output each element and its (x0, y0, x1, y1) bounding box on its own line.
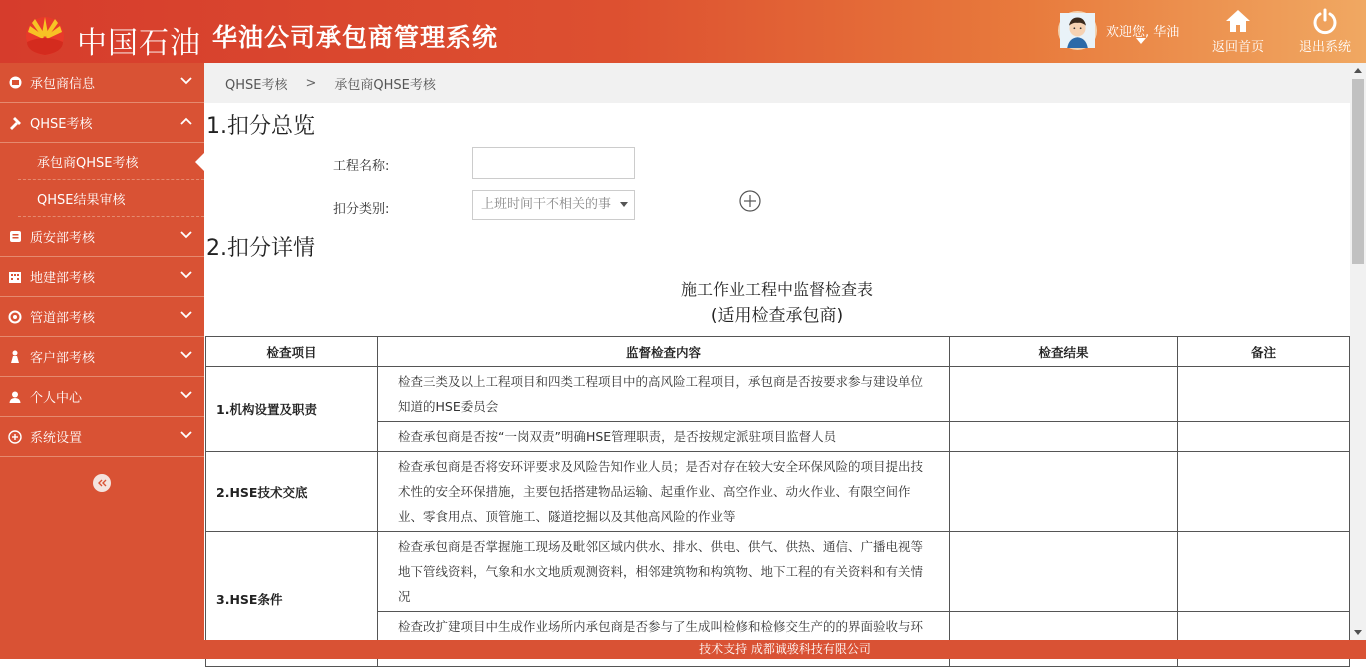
dropdown-arrow-icon (620, 202, 628, 207)
column-header: 备注 (1178, 337, 1350, 367)
remark-cell[interactable] (1178, 367, 1350, 422)
sidebar-item-label: 管道部考核 (30, 311, 96, 326)
remark-cell[interactable] (1178, 532, 1350, 612)
breadcrumb-item[interactable]: QHSE考核 (225, 77, 288, 93)
sidebar-subitem-label: QHSE结果审核 (37, 192, 126, 208)
table-row (206, 452, 1350, 532)
scroll-down-icon[interactable] (1354, 630, 1362, 635)
table-subtitle: (适用检查承包商) (710, 306, 844, 326)
sidebar-item-quality-safety[interactable] (0, 217, 204, 257)
sidebar-subitem-label: 承包商QHSE考核 (37, 155, 139, 171)
section-title-overview: 1.扣分总览 (206, 114, 315, 139)
inspection-result-cell[interactable] (950, 452, 1178, 532)
table-row (206, 422, 1350, 452)
column-header: 检查结果 (950, 337, 1178, 367)
sidebar-item-personal[interactable] (0, 377, 204, 417)
pipeline-icon (8, 310, 22, 324)
inspection-item: 3.HSE条件 (206, 532, 378, 667)
project-name-label: 工程名称: (333, 159, 390, 174)
inspection-item: 1.机构设置及职责 (206, 367, 378, 452)
sidebar-item-customer[interactable] (0, 337, 204, 377)
customer-icon (8, 350, 22, 364)
app-header (0, 0, 1366, 63)
scroll-up-icon[interactable] (1354, 68, 1362, 73)
sidebar-item-label: 承包商信息 (30, 77, 96, 92)
sidebar-item-label: 系统设置 (30, 431, 83, 446)
sidebar-item-label: 客户部考核 (30, 351, 96, 366)
chevron-down-icon (180, 311, 192, 319)
home-label: 返回首页 (1211, 40, 1264, 55)
chevron-down-icon (180, 77, 192, 85)
inspection-content: 检查承包商是否掌握施工现场及毗邻区域内供水、排水、供电、供气、供热、通信、广播电视等地下管线资料，气象和水文地质观测资料，相邻建筑物和构筑物、地下工程的有关资料和有关情况 (378, 532, 950, 612)
inspection-result-cell[interactable] (950, 532, 1178, 612)
contractor-icon (8, 76, 22, 90)
deduction-category-select[interactable] (472, 190, 635, 220)
sidebar-subitem-contractor-qhse[interactable] (18, 143, 204, 180)
breadcrumb-separator: > (305, 75, 317, 91)
breadcrumb (204, 63, 1350, 103)
project-name-input[interactable] (472, 147, 635, 179)
sidebar-item-label: 地建部考核 (30, 271, 96, 286)
sidebar-subitem-qhse-review[interactable] (18, 180, 204, 217)
table-row (206, 532, 1350, 612)
avatar-icon (1060, 13, 1095, 48)
add-circle-icon[interactable] (739, 190, 761, 212)
sidebar-item-label: 个人中心 (30, 391, 83, 406)
table-row (206, 367, 1350, 422)
exit-label: 退出系统 (1298, 40, 1351, 55)
sidebar-item-contractor-info[interactable] (0, 63, 204, 103)
inspection-item: 2.HSE技术交底 (206, 452, 378, 532)
column-header: 监督检查内容 (378, 337, 950, 367)
sidebar-item-settings[interactable] (0, 417, 204, 457)
inspection-content: 检查承包商是否按“一岗双责”明确HSE管理职责，是否按规定派驻项目监督人员 (378, 422, 950, 452)
sidebar-item-pipeline[interactable] (0, 297, 204, 337)
chevron-down-icon (180, 271, 192, 279)
sidebar-item-construction[interactable] (0, 257, 204, 297)
exit-button[interactable] (1295, 8, 1355, 55)
inspection-content: 检查三类及以上工程项目和四类工程项目中的高风险工程项目，承包商是否按要求参与建设单位知道的HSE委员会 (378, 367, 950, 422)
chevron-up-icon (180, 117, 192, 125)
user-dropdown-icon[interactable] (1136, 38, 1146, 44)
scrollbar-thumb[interactable] (1352, 79, 1364, 264)
remark-cell[interactable] (1178, 452, 1350, 532)
petrochina-logo-icon (22, 12, 68, 56)
chevron-down-icon (180, 231, 192, 239)
table-title: 施工作业工程中监督检查表 (680, 280, 873, 299)
welcome-text: 欢迎您, 华油 (1106, 25, 1180, 40)
settings-icon (8, 430, 22, 444)
chevron-down-icon (180, 351, 192, 359)
footer (204, 640, 1366, 659)
main-content (204, 63, 1350, 640)
building-icon (8, 270, 22, 284)
inspection-content: 检查承包商是否将安环评要求及风险告知作业人员；是否对存在较大安全环保风险的项目提出技术性的安全环保措施，主要包括搭建物品运输、起重作业、高空作业、动火作业、有限空间作业、零食用点、顶管施工、隧道挖掘以及其他高风险的作业等 (378, 452, 950, 532)
quality-safety-icon (8, 230, 22, 244)
inspection-table (205, 336, 1350, 667)
sidebar-collapse-button[interactable] (93, 474, 111, 492)
footer-text: 技术支持 成都诚骏科技有限公司 (699, 642, 871, 656)
home-button[interactable] (1208, 8, 1268, 55)
deduction-category-label: 扣分类别: (333, 202, 390, 217)
sidebar-item-qhse[interactable] (0, 103, 204, 143)
table-header-row (206, 337, 1350, 367)
inspection-result-cell[interactable] (950, 422, 1178, 452)
sidebar (0, 63, 204, 659)
assessment-icon (8, 116, 22, 130)
home-icon (1224, 8, 1252, 34)
column-header: 检查项目 (206, 337, 378, 367)
inspection-result-cell[interactable] (950, 367, 1178, 422)
sidebar-item-label: 质安部考核 (30, 231, 96, 246)
vertical-scrollbar[interactable] (1350, 63, 1366, 640)
section-title-details: 2.扣分详情 (206, 236, 315, 261)
breadcrumb-item-current: 承包商QHSE考核 (334, 77, 436, 93)
user-icon (8, 390, 22, 404)
chevron-down-icon (180, 391, 192, 399)
sidebar-item-label: QHSE考核 (30, 117, 93, 132)
double-chevron-left-icon (97, 479, 107, 487)
deduction-category-value: 上班时间干不相关的事 (481, 197, 612, 212)
system-title: 华油公司承包商管理系统 (212, 23, 499, 52)
brand-name: 中国石油 (77, 26, 201, 61)
inspection-content: 检查改扩建项目中生成作业场所内承包商是否参与了生成叫检修和检修交生产的的界面验收与环 (378, 612, 950, 667)
chevron-down-icon (180, 431, 192, 439)
user-avatar[interactable] (1058, 11, 1097, 50)
power-icon (1311, 8, 1339, 34)
remark-cell[interactable] (1178, 422, 1350, 452)
